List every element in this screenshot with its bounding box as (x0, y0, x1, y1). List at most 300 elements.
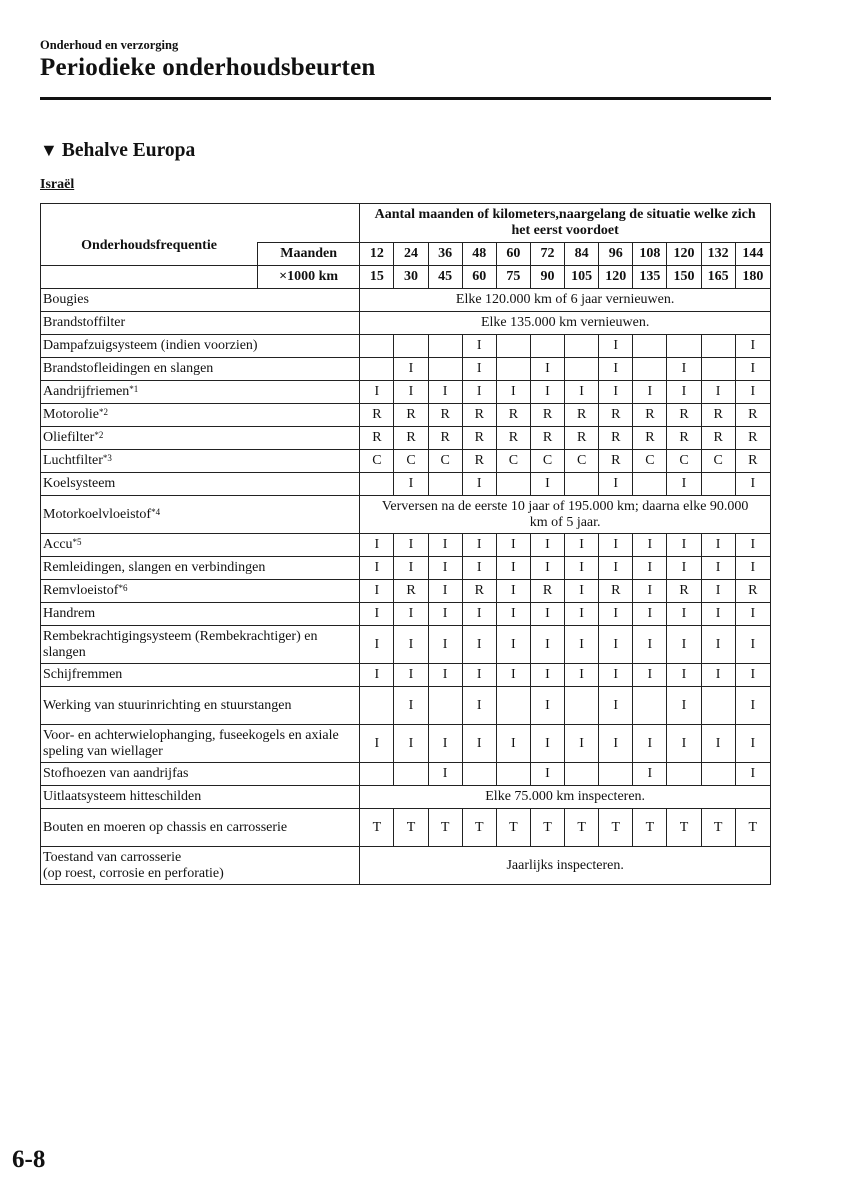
month-value: 12 (360, 243, 394, 266)
schedule-cell: I (633, 626, 667, 664)
table-row (41, 450, 771, 473)
schedule-cell (394, 763, 428, 786)
schedule-cell: R (530, 404, 564, 427)
schedule-cell (428, 473, 462, 496)
schedule-cell: C (701, 450, 735, 473)
month-value: 24 (394, 243, 428, 266)
table-row (41, 289, 771, 312)
schedule-cell: R (735, 404, 770, 427)
schedule-cell: I (530, 534, 564, 557)
schedule-cell: I (701, 725, 735, 763)
table-row (41, 427, 771, 450)
schedule-cell: I (633, 381, 667, 404)
item-name (41, 809, 360, 847)
schedule-cell (462, 763, 496, 786)
schedule-cell: I (633, 534, 667, 557)
schedule-cell (360, 763, 394, 786)
schedule-cell: R (530, 427, 564, 450)
schedule-cell: R (360, 427, 394, 450)
section-label: Onderhoud en verzorging (40, 38, 179, 52)
table-row (41, 557, 771, 580)
item-name-text: Dampafzuigsysteem (indien voorzien) (43, 338, 258, 353)
schedule-cell: R (633, 427, 667, 450)
item-name-text: Brandstoffilter (43, 315, 126, 330)
schedule-cell: R (701, 404, 735, 427)
schedule-cell: I (496, 626, 530, 664)
schedule-cell (633, 335, 667, 358)
schedule-cell: I (735, 687, 770, 725)
schedule-cell: R (599, 450, 633, 473)
item-name-text: Rembekrachtigingsysteem (Rembekrachtiger) en slangen (43, 628, 318, 660)
schedule-cell (565, 763, 599, 786)
item-name (41, 358, 360, 381)
schedule-cell (360, 687, 394, 725)
schedule-cell: I (599, 626, 633, 664)
schedule-cell: I (428, 534, 462, 557)
table-row (41, 404, 771, 427)
table-body (41, 289, 771, 885)
item-name (41, 626, 360, 664)
schedule-cell: I (428, 381, 462, 404)
schedule-cell: I (530, 603, 564, 626)
schedule-cell: I (633, 664, 667, 687)
schedule-cell: R (428, 404, 462, 427)
schedule-cell: T (633, 809, 667, 847)
schedule-cell: I (462, 664, 496, 687)
schedule-cell: C (565, 450, 599, 473)
schedule-cell: I (462, 358, 496, 381)
schedule-cell: T (667, 809, 701, 847)
schedule-cell: I (496, 557, 530, 580)
schedule-cell: I (701, 664, 735, 687)
schedule-cell: I (667, 626, 701, 664)
item-name-text: Brandstofleidingen en slangen (43, 361, 214, 376)
schedule-cell: I (394, 358, 428, 381)
schedule-cell: T (462, 809, 496, 847)
schedule-cell: I (462, 687, 496, 725)
table-row (41, 847, 771, 885)
schedule-cell: I (360, 580, 394, 603)
schedule-cell: I (360, 381, 394, 404)
schedule-cell: I (735, 534, 770, 557)
schedule-cell: T (565, 809, 599, 847)
schedule-cell (496, 763, 530, 786)
item-name (41, 450, 360, 473)
schedule-cell: I (360, 626, 394, 664)
schedule-cell: I (360, 664, 394, 687)
schedule-cell: I (667, 557, 701, 580)
item-name (41, 427, 360, 450)
item-name (41, 664, 360, 687)
month-value: 48 (462, 243, 496, 266)
schedule-cell: R (599, 404, 633, 427)
schedule-cell: I (360, 557, 394, 580)
interval-note: Jaarlijks inspecteren. (360, 847, 771, 885)
interval-note: Elke 120.000 km of 6 jaar vernieuwen. (360, 289, 771, 312)
schedule-cell: I (667, 381, 701, 404)
schedule-cell: I (701, 534, 735, 557)
schedule-cell: T (701, 809, 735, 847)
item-name (41, 289, 360, 312)
item-name-text: Voor- en achterwielophanging, fuseekogels en axiale speling van wiellager (43, 727, 339, 759)
schedule-cell: R (735, 450, 770, 473)
month-value: 144 (735, 243, 770, 266)
schedule-cell (701, 335, 735, 358)
table-header (41, 204, 771, 289)
schedule-cell (599, 763, 633, 786)
schedule-cell: I (530, 626, 564, 664)
table-row (41, 534, 771, 557)
item-name-text: Stofhoezen van aandrijfas (43, 766, 189, 781)
item-name (41, 404, 360, 427)
schedule-cell: I (496, 580, 530, 603)
table-row (41, 312, 771, 335)
region-label: Israël (40, 177, 75, 192)
item-name (41, 534, 360, 557)
schedule-cell: R (565, 404, 599, 427)
schedule-cell: I (633, 763, 667, 786)
schedule-cell: I (496, 725, 530, 763)
schedule-cell: R (735, 427, 770, 450)
km-row (41, 266, 771, 289)
schedule-cell: I (735, 358, 770, 381)
interval-note: Elke 135.000 km vernieuwen. (360, 312, 771, 335)
item-name (41, 473, 360, 496)
item-name (41, 496, 360, 534)
schedule-cell: I (735, 725, 770, 763)
schedule-cell (428, 335, 462, 358)
schedule-cell: I (360, 603, 394, 626)
schedule-cell: I (462, 557, 496, 580)
item-name (41, 786, 360, 809)
km-value: 120 (599, 266, 633, 289)
footnote-marker: *2 (94, 430, 104, 440)
month-value: 132 (701, 243, 735, 266)
schedule-cell: T (360, 809, 394, 847)
schedule-cell: R (462, 450, 496, 473)
km-value: 150 (667, 266, 701, 289)
schedule-cell: I (462, 725, 496, 763)
schedule-cell: I (599, 725, 633, 763)
subheading-text: Behalve Europa (61, 140, 196, 161)
item-name-text: Uitlaatsysteem hitteschilden (43, 789, 202, 804)
schedule-cell: I (394, 626, 428, 664)
schedule-cell: R (633, 404, 667, 427)
schedule-cell (701, 358, 735, 381)
page-title: Periodieke onderhoudsbeurten (40, 54, 376, 81)
schedule-cell (633, 687, 667, 725)
item-name (41, 763, 360, 786)
schedule-cell: I (667, 725, 701, 763)
schedule-cell: I (565, 626, 599, 664)
schedule-cell: I (701, 626, 735, 664)
table-row (41, 664, 771, 687)
schedule-cell: I (701, 603, 735, 626)
footnote-marker: *3 (102, 453, 112, 463)
schedule-cell (496, 335, 530, 358)
item-name (41, 603, 360, 626)
item-name-text: Schijfremmen (43, 667, 123, 682)
schedule-cell: I (462, 603, 496, 626)
schedule-cell: C (496, 450, 530, 473)
schedule-cell (565, 358, 599, 381)
schedule-cell (667, 763, 701, 786)
table-row (41, 358, 771, 381)
month-value: 36 (428, 243, 462, 266)
km-value: 165 (701, 266, 735, 289)
schedule-cell: I (394, 687, 428, 725)
table-row (41, 725, 771, 763)
schedule-cell (496, 687, 530, 725)
schedule-cell: I (735, 473, 770, 496)
schedule-cell (394, 335, 428, 358)
schedule-cell (565, 687, 599, 725)
schedule-cell: I (462, 381, 496, 404)
month-value: 72 (530, 243, 564, 266)
schedule-cell: I (667, 534, 701, 557)
schedule-cell (633, 473, 667, 496)
schedule-cell: R (530, 580, 564, 603)
schedule-cell: T (496, 809, 530, 847)
item-name-text: Aandrijfriemen (43, 384, 130, 399)
footnote-marker: *4 (151, 506, 161, 517)
schedule-cell: I (565, 725, 599, 763)
schedule-cell: I (394, 381, 428, 404)
item-name-text: Werking van stuurinrichting en stuurstangen (43, 697, 292, 713)
schedule-cell: I (530, 473, 564, 496)
schedule-cell (428, 687, 462, 725)
schedule-cell (667, 335, 701, 358)
schedule-cell: T (735, 809, 770, 847)
schedule-cell: I (394, 557, 428, 580)
item-name-text: Remvloeistof (43, 583, 119, 598)
schedule-cell: I (394, 534, 428, 557)
schedule-cell: I (633, 725, 667, 763)
schedule-cell: I (599, 687, 633, 725)
schedule-cell: C (394, 450, 428, 473)
item-name-text: Bougies (43, 292, 89, 307)
schedule-cell (565, 473, 599, 496)
schedule-cell: R (462, 427, 496, 450)
schedule-cell: I (633, 557, 667, 580)
schedule-cell: R (701, 427, 735, 450)
schedule-cell: I (701, 580, 735, 603)
schedule-cell: C (428, 450, 462, 473)
schedule-cell (496, 358, 530, 381)
schedule-cell: R (428, 427, 462, 450)
item-name-text: Remleidingen, slangen en verbindingen (43, 560, 266, 575)
schedule-cell: T (428, 809, 462, 847)
item-name (41, 557, 360, 580)
schedule-cell: I (599, 335, 633, 358)
table-row (41, 381, 771, 404)
schedule-cell: I (428, 603, 462, 626)
item-name-text: Bouten en moeren op chassis en carrosserie (43, 819, 288, 835)
schedule-cell: I (667, 603, 701, 626)
km-value: 60 (462, 266, 496, 289)
schedule-cell (701, 473, 735, 496)
schedule-cell: I (633, 603, 667, 626)
item-name-text: (op roest, corrosie en perforatie) (43, 865, 224, 881)
schedule-cell: R (394, 580, 428, 603)
schedule-cell: I (530, 664, 564, 687)
schedule-cell (565, 335, 599, 358)
schedule-cell: I (599, 358, 633, 381)
schedule-cell: I (462, 534, 496, 557)
km-value: 135 (633, 266, 667, 289)
frequency-header: Onderhoudsfrequentie Maanden (41, 204, 360, 266)
schedule-cell: I (735, 557, 770, 580)
schedule-cell: I (701, 557, 735, 580)
schedule-cell: I (735, 335, 770, 358)
item-name (41, 381, 360, 404)
schedule-cell: R (599, 580, 633, 603)
table-row (41, 626, 771, 664)
schedule-cell: I (633, 580, 667, 603)
schedule-cell: R (360, 404, 394, 427)
month-value: 108 (633, 243, 667, 266)
schedule-cell: I (667, 473, 701, 496)
month-value: 60 (496, 243, 530, 266)
item-name (41, 725, 360, 763)
schedule-cell: I (394, 473, 428, 496)
schedule-cell: C (667, 450, 701, 473)
schedule-cell: I (496, 381, 530, 404)
item-name (41, 335, 360, 358)
schedule-cell: I (360, 534, 394, 557)
km-label (41, 266, 360, 289)
schedule-cell: I (462, 473, 496, 496)
schedule-cell: I (701, 381, 735, 404)
schedule-cell: I (735, 603, 770, 626)
interval-header: Aantal maanden of kilometers,naargelang de situatie welke zich het eerst voordoet (360, 204, 771, 243)
km-value: 45 (428, 266, 462, 289)
schedule-cell: R (462, 404, 496, 427)
schedule-cell (633, 358, 667, 381)
table-row (41, 786, 771, 809)
triangle-down-icon: ▼ (40, 140, 58, 160)
schedule-cell (428, 358, 462, 381)
schedule-cell: R (394, 404, 428, 427)
km-value: 90 (530, 266, 564, 289)
schedule-cell: I (565, 557, 599, 580)
schedule-cell: I (565, 580, 599, 603)
schedule-cell: T (394, 809, 428, 847)
schedule-cell: I (530, 763, 564, 786)
schedule-cell: I (599, 603, 633, 626)
schedule-cell: T (530, 809, 564, 847)
schedule-cell: I (565, 534, 599, 557)
item-name (41, 580, 360, 603)
item-name-text: Oliefilter (43, 430, 95, 445)
table-row (41, 496, 771, 534)
schedule-cell: I (599, 534, 633, 557)
schedule-cell: I (428, 725, 462, 763)
schedule-cell: I (394, 603, 428, 626)
schedule-cell: I (530, 358, 564, 381)
month-value: 120 (667, 243, 701, 266)
schedule-cell: R (667, 580, 701, 603)
footnote-marker: *5 (72, 537, 82, 547)
schedule-cell: I (530, 687, 564, 725)
schedule-cell: C (633, 450, 667, 473)
schedule-cell: I (360, 725, 394, 763)
interval-note: Verversen na de eerste 10 jaar of 195.000 km; daarna elke 90.000 km of 5 jaar. (360, 496, 771, 534)
schedule-cell: I (599, 473, 633, 496)
item-name-text: Luchtfilter (43, 453, 103, 468)
schedule-cell: R (667, 427, 701, 450)
schedule-cell: R (496, 427, 530, 450)
schedule-cell: C (360, 450, 394, 473)
schedule-cell (530, 335, 564, 358)
schedule-cell: R (599, 427, 633, 450)
schedule-cell: T (599, 809, 633, 847)
schedule-cell (701, 687, 735, 725)
schedule-cell: I (496, 534, 530, 557)
table-row (41, 473, 771, 496)
schedule-cell: I (394, 664, 428, 687)
schedule-cell: R (496, 404, 530, 427)
schedule-cell: I (667, 687, 701, 725)
schedule-cell: I (565, 603, 599, 626)
schedule-cell: I (462, 626, 496, 664)
schedule-cell (360, 335, 394, 358)
schedule-cell: I (428, 763, 462, 786)
km-value: 15 (360, 266, 394, 289)
month-value: 84 (565, 243, 599, 266)
schedule-cell: I (667, 358, 701, 381)
schedule-cell: I (462, 335, 496, 358)
schedule-cell: I (599, 557, 633, 580)
item-name-text: Handrem (43, 606, 96, 621)
km-label-text: ×1000 km (257, 266, 359, 288)
page-number: 6-8 (12, 1146, 46, 1173)
km-value: 30 (394, 266, 428, 289)
item-name (41, 847, 360, 885)
schedule-cell (360, 358, 394, 381)
subheading (40, 140, 195, 162)
footnote-marker: *2 (99, 407, 108, 417)
item-name-text: Motorolie (43, 407, 99, 422)
schedule-cell: R (735, 580, 770, 603)
table-row (41, 687, 771, 725)
schedule-cell: I (599, 381, 633, 404)
footnote-marker: *1 (129, 384, 139, 394)
schedule-cell: R (565, 427, 599, 450)
schedule-cell: R (462, 580, 496, 603)
table-row (41, 603, 771, 626)
interval-note: Elke 75.000 km inspecteren. (360, 786, 771, 809)
schedule-cell: I (496, 664, 530, 687)
schedule-cell (360, 473, 394, 496)
schedule-cell: R (667, 404, 701, 427)
schedule-cell: I (496, 603, 530, 626)
schedule-cell: I (428, 580, 462, 603)
schedule-cell: I (394, 725, 428, 763)
table-row (41, 763, 771, 786)
schedule-cell: I (735, 664, 770, 687)
months-label: Maanden (257, 242, 359, 265)
item-name-text: Toestand van carrosserie (43, 849, 182, 865)
km-value: 75 (496, 266, 530, 289)
schedule-cell: I (428, 557, 462, 580)
schedule-cell: I (667, 664, 701, 687)
schedule-cell (701, 763, 735, 786)
schedule-cell: I (428, 626, 462, 664)
schedule-cell: C (530, 450, 564, 473)
schedule-cell: I (735, 626, 770, 664)
month-value: 96 (599, 243, 633, 266)
